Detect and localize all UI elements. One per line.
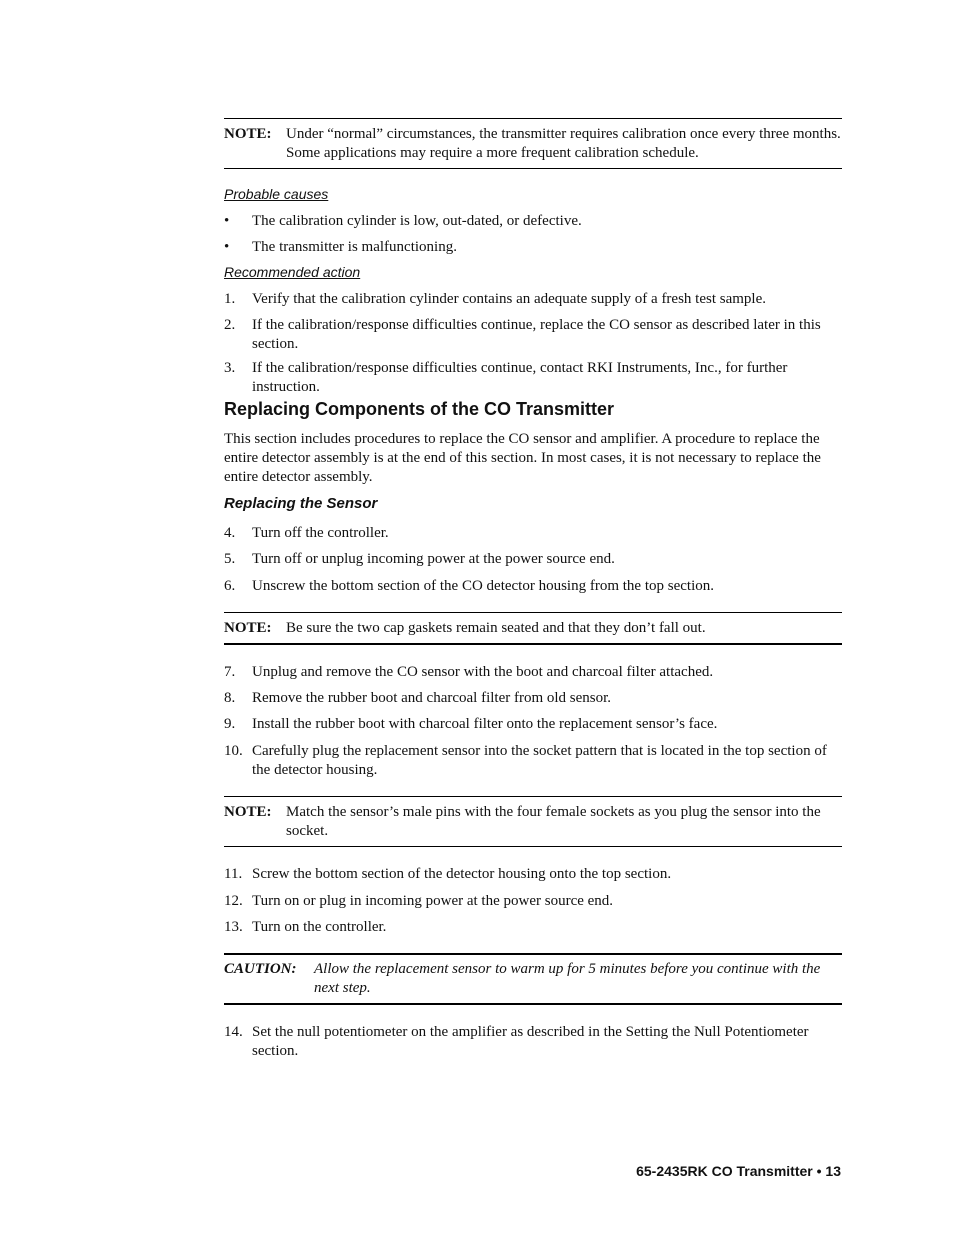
note-top-rule <box>224 118 842 119</box>
page-footer: 65-2435RK CO Transmitter • 13 <box>636 1163 841 1179</box>
step-text: Turn on or plug in incoming power at the power source end. <box>252 893 614 909</box>
step-text: If the calibration/response difficulties continue, contact RKI Instruments, Inc., for further instruction. <box>252 360 788 395</box>
step-number: 14. <box>224 1024 243 1040</box>
cause-text: The calibration cylinder is low, out-dated, or defective. <box>252 213 582 229</box>
note-top-rule <box>224 796 842 797</box>
note-bottom-rule <box>224 643 842 645</box>
caution-text: Allow the replacement sensor to warm up for 5 minutes before you continue with the next step. <box>314 961 821 996</box>
step-text: Unscrew the bottom section of the CO detector housing from the top section. <box>252 578 714 594</box>
bullet-icon: • <box>224 213 230 229</box>
caution-top-rule <box>224 953 842 955</box>
step-number: 4. <box>224 525 236 541</box>
note-bottom-rule <box>224 846 842 847</box>
step-number: 12. <box>224 893 243 909</box>
note-top-rule <box>224 612 842 613</box>
step-text: Unplug and remove the CO sensor with the boot and charcoal filter attached. <box>252 664 714 680</box>
note-text: Be sure the two cap gaskets remain seated and that they don’t fall out. <box>286 620 706 636</box>
step-text: Remove the rubber boot and charcoal filter from old sensor. <box>252 690 612 706</box>
note-text: Under “normal” circumstances, the transmitter requires calibration once every three months. Some applications may require a more frequent calibration schedule. <box>286 126 841 161</box>
note-text: Match the sensor’s male pins with the four female sockets as you plug the sensor into the socket. <box>286 804 821 839</box>
probable-causes-heading: Probable causes <box>224 186 329 202</box>
step-number: 2. <box>224 317 236 333</box>
step-text: Carefully plug the replacement sensor into the socket pattern that is located in the top section of the detector housing. <box>252 743 827 778</box>
subsection-heading: Replacing the Sensor <box>224 495 378 512</box>
step-text: Verify that the calibration cylinder contains an adequate supply of a fresh test sample. <box>252 291 766 307</box>
note-label: NOTE: <box>224 804 272 820</box>
step-text: Turn off the controller. <box>252 525 389 541</box>
calibration-note <box>224 125 842 163</box>
pins-note <box>224 803 842 841</box>
step-text: Install the rubber boot with charcoal filter onto the replacement sensor’s face. <box>252 716 718 732</box>
caution-note <box>224 960 842 998</box>
step-text: Turn on the controller. <box>252 919 387 935</box>
step-text: Turn off or unplug incoming power at the power source end. <box>252 551 615 567</box>
recommended-action-heading: Recommended action <box>224 264 361 280</box>
note-label: NOTE: <box>224 620 272 636</box>
step-text: Screw the bottom section of the detector housing onto the top section. <box>252 866 672 882</box>
note-bottom-rule <box>224 168 842 169</box>
note-label: NOTE: <box>224 126 272 142</box>
step-number: 9. <box>224 716 236 732</box>
gasket-note <box>224 619 842 638</box>
step-number: 7. <box>224 664 236 680</box>
step-number: 3. <box>224 360 236 376</box>
step-number: 6. <box>224 578 236 594</box>
step-number: 8. <box>224 690 236 706</box>
step-number: 5. <box>224 551 236 567</box>
step-number: 13. <box>224 919 243 935</box>
step-number: 10. <box>224 743 243 759</box>
section-intro: This section includes procedures to replace the CO sensor and amplifier. A procedure to replace the entire detector assembly is at the end of this section. In most cases, it is not necessary to replace the entire detector assembly. <box>224 431 821 485</box>
step-number: 1. <box>224 291 236 307</box>
caution-bottom-rule <box>224 1003 842 1005</box>
section-heading: Replacing Components of the CO Transmitter <box>224 399 615 419</box>
caution-label: CAUTION: <box>224 961 297 977</box>
step-number: 11. <box>224 866 243 882</box>
step-text: If the calibration/response difficulties continue, replace the CO sensor as described later in this section. <box>252 317 821 352</box>
step-text: Set the null potentiometer on the amplifier as described in the Setting the Null Potentiometer section. <box>252 1024 809 1059</box>
bullet-icon: • <box>224 239 230 255</box>
cause-text: The transmitter is malfunctioning. <box>252 239 457 255</box>
